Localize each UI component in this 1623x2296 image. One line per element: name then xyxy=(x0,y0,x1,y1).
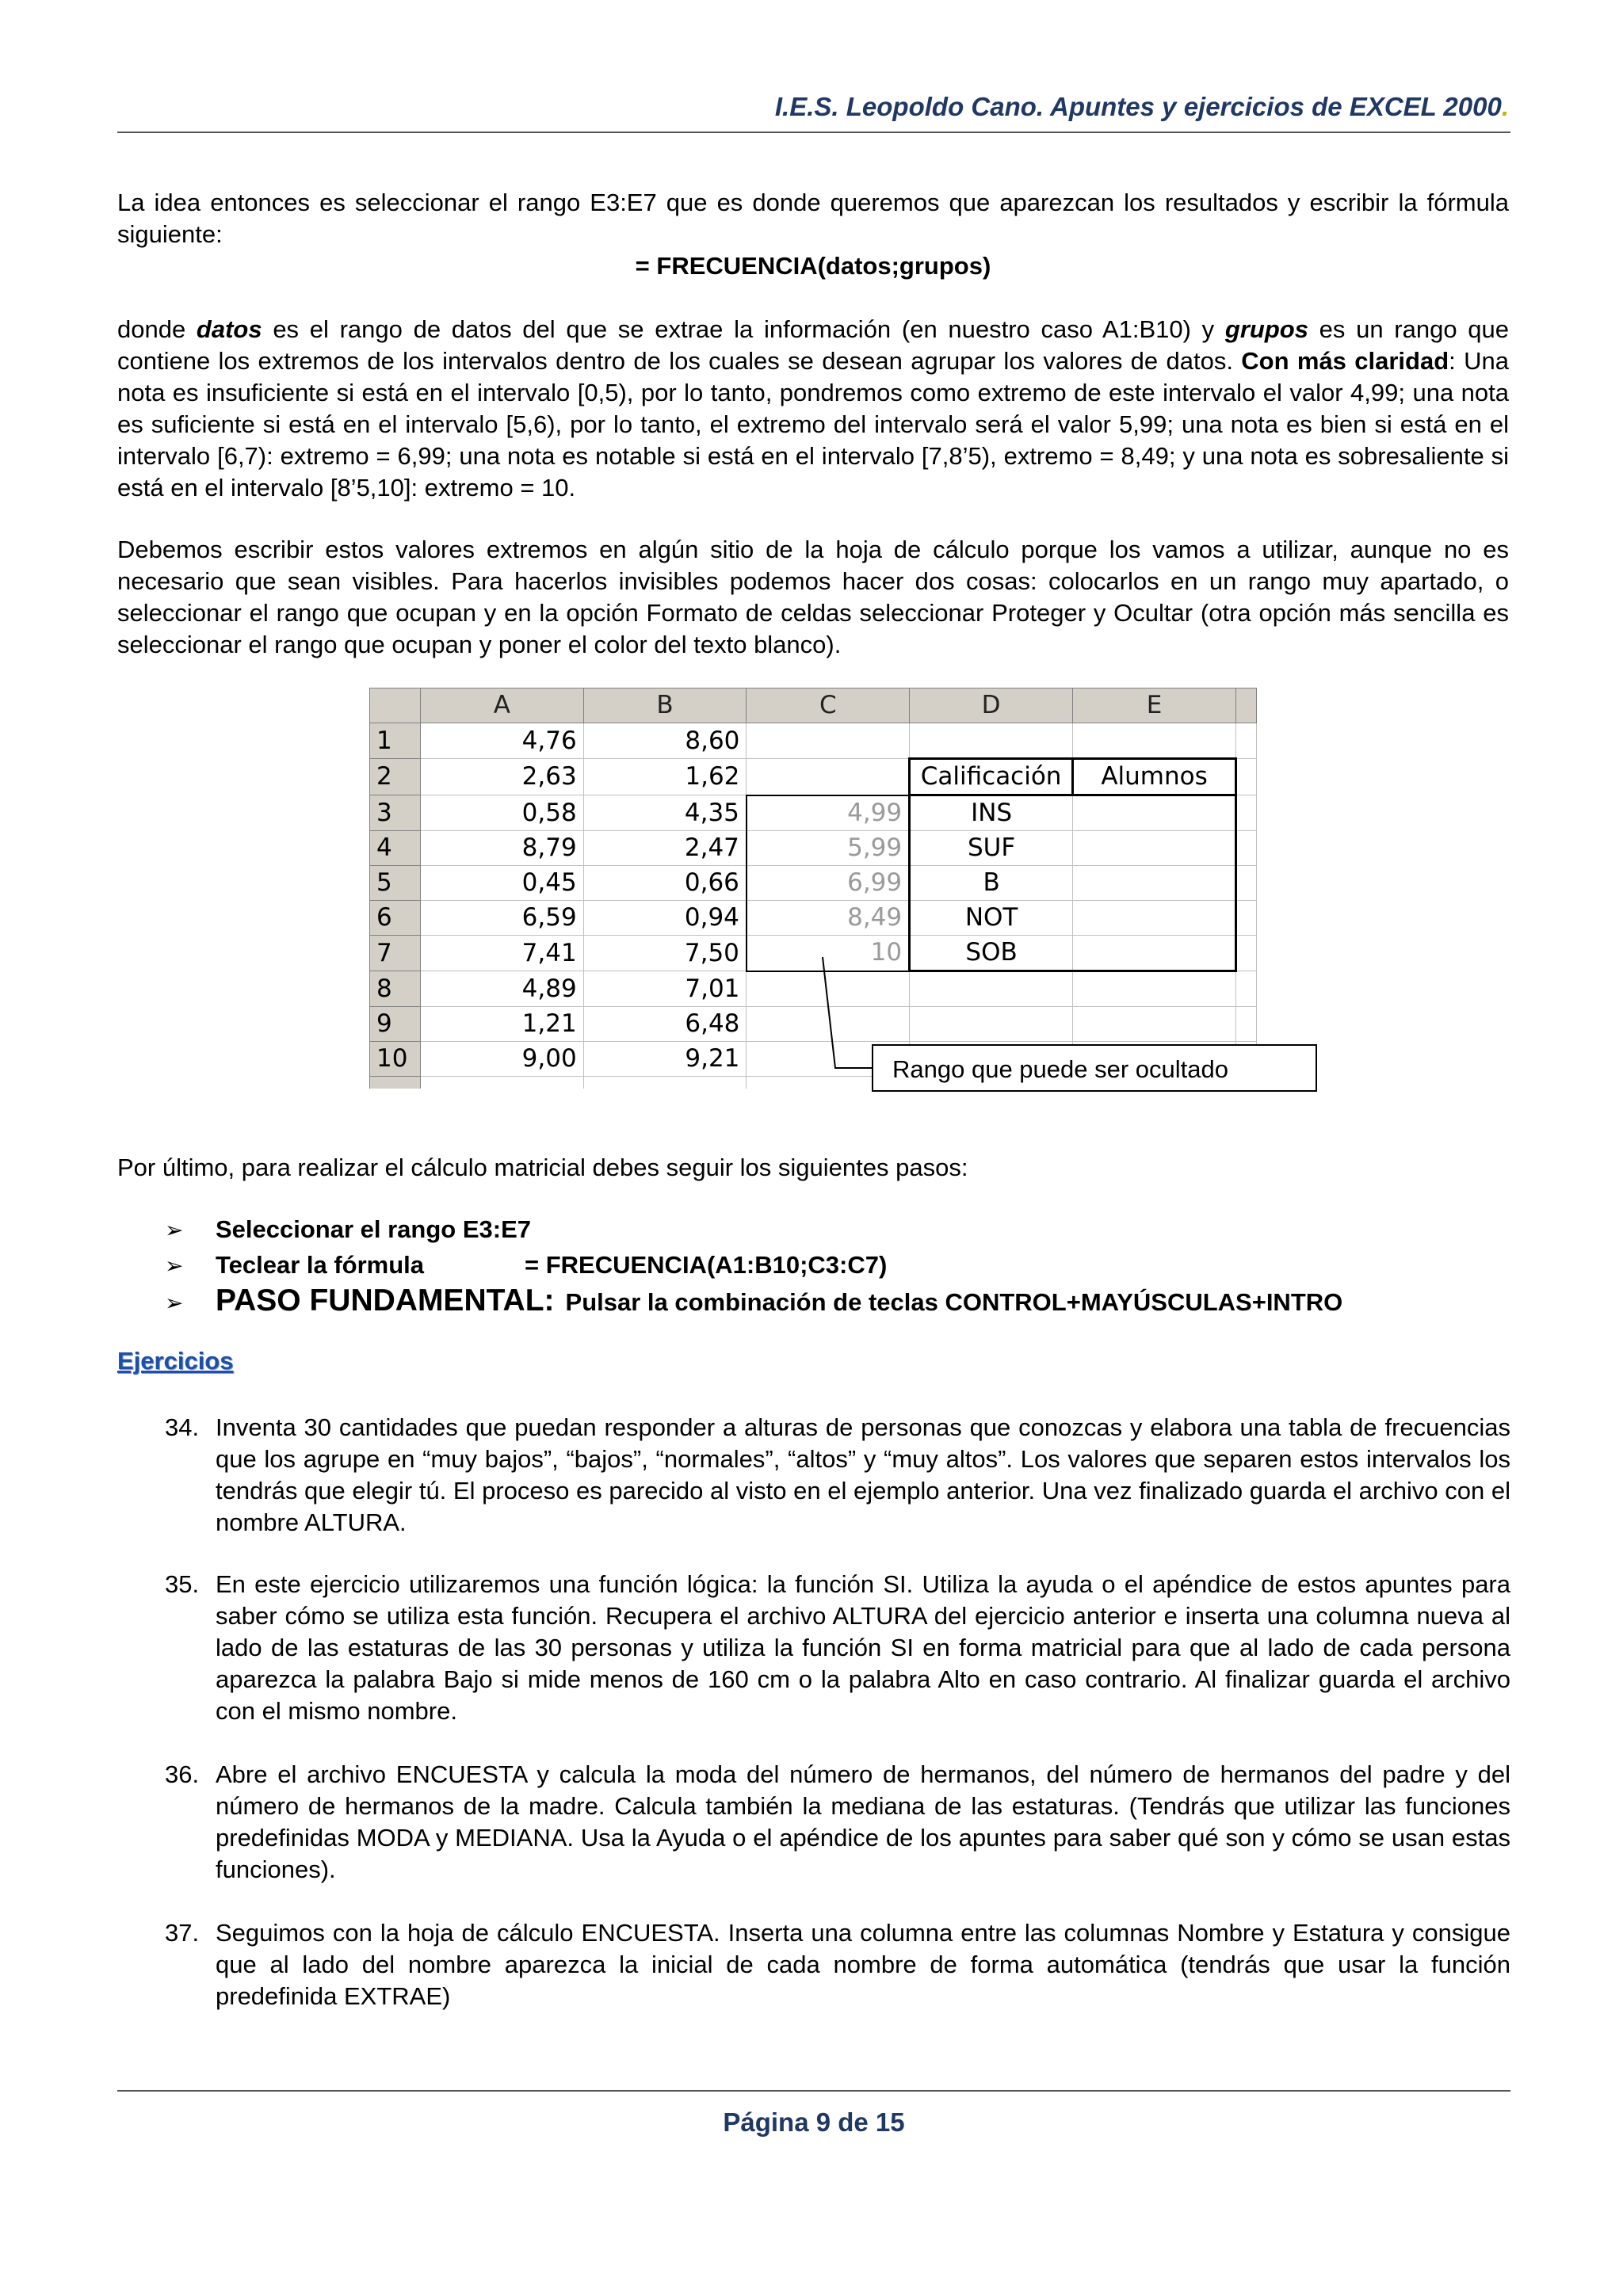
sheet-row: 2 2,63 1,62 Calificación Alumnos xyxy=(370,759,1257,795)
term-grupos: grupos xyxy=(1224,315,1308,343)
explanation-paragraph: donde datos es el rango de datos del que se extrae la información (en nuestro caso A1:B10) y grupos es un rango que contiene los extremos de los intervalos dentro de los cuales se desean agrupar los valores de datos. Con más claridad: Una nota es insuficiente si está en el intervalo [0,5), por lo tanto, pondremos como extremo de este intervalo el valor 4,99; una nota es suficiente si está en el intervalo [5,6), por lo tanto, el extremo del intervalo será el valor 5,99; una nota es bien si está en el intervalo [6,7): extremo = 6,99; una nota es notable si está en el intervalo [7,8’5), extremo = 8,49; y una nota es sobresaliente si está en el intervalo [8’5,10]: extremo = 10. xyxy=(117,315,1509,502)
column-header: B xyxy=(583,688,747,723)
steps-intro: Por último, para realizar el cálculo matricial debes seguir los siguientes pasos: xyxy=(117,1154,968,1181)
column-header: D xyxy=(910,688,1073,723)
arrow-bullet-icon: ➢ xyxy=(165,1218,184,1242)
sheet-corner xyxy=(370,688,421,723)
exercise-item: 36. Abre el archivo ENCUESTA y calcula la moda del número de hermanos, del número de hermanos del padre y del número de hermanos de la madre. Calcula también la mediana de las estaturas. (Tendrás que utilizar las funciones predefinidas MODA y MEDIANA. Usa la Ayuda o el apéndice de los apuntes para saber qué son y cómo se usan estas funciones). xyxy=(165,1760,1510,1883)
step-item: ➢ PASO FUNDAMENTAL: Pulsar la combinación de teclas CONTROL+MAYÚSCULAS+INTRO xyxy=(165,1283,1512,1321)
sheet-row: 9 1,21 6,48 xyxy=(370,1007,1257,1042)
steps-list xyxy=(165,1212,1512,1321)
sheet-column-header-row xyxy=(370,688,1257,723)
header-rule xyxy=(117,132,1510,133)
sheet-row: 3 0,58 4,35 4,99 INS xyxy=(370,795,1257,831)
sheet-row: 5 0,45 0,66 6,99 B xyxy=(370,866,1257,901)
page-header-title: I.E.S. Leopoldo Cano. Apuntes y ejercicios de EXCEL 2000. xyxy=(774,92,1509,121)
sheet-row: 6 6,59 0,94 8,49 NOT xyxy=(370,901,1257,936)
sheet-row: 1 4,76 8,60 xyxy=(370,723,1257,759)
sheet-row: 8 4,89 7,01 xyxy=(370,971,1257,1007)
term-datos: datos xyxy=(196,315,262,343)
arrow-bullet-icon: ➢ xyxy=(165,1253,184,1278)
page-number: Página 9 de 15 xyxy=(723,2107,905,2137)
column-header: C xyxy=(747,688,910,723)
sheet-row: 10 9,00 9,21 xyxy=(370,1042,1257,1077)
formula-line: = FRECUENCIA(datos;grupos) xyxy=(635,252,991,280)
footer-rule xyxy=(117,2090,1510,2092)
section-link-ejercicios[interactable]: Ejercicios xyxy=(117,1347,234,1375)
column-header: E xyxy=(1073,688,1236,723)
arrow-bullet-icon: ➢ xyxy=(165,1291,184,1315)
spreadsheet-figure xyxy=(369,688,1257,1089)
sheet-row: 4 8,79 2,47 5,99 SUF xyxy=(370,831,1257,866)
hide-values-paragraph: Debemos escribir estos valores extremos en algún sitio de la hoja de cálculo porque los vamos a utilizar, aunque no es necesario que sean visibles. Para hacerlos invisibles podemos hacer dos cosas: colocarlos en un rango muy apartado, o seleccionar el rango que ocupan y en la opción Formato de celdas seleccionar Proteger y Ocultar (otra opción más sencilla es seleccionar el rango que ocupan y poner el color del texto blanco). xyxy=(117,536,1509,658)
exercise-item: 34. Inventa 30 cantidades que puedan responder a alturas de personas que conozcas y elabora una tabla de frecuencias que los agrupe en “muy bajos”, “bajos”, “normales”, “altos” y “muy altos”. Los valores que separen estos intervalos los tendrás que elegir tú. El proceso es parecido al visto en el ejemplo anterior. Una vez finalizado guarda el archivo con el nombre ALTURA. xyxy=(165,1413,1510,1536)
sheet-row: 7 7,41 7,50 10 SOB xyxy=(370,936,1257,971)
intro-paragraph: La idea entonces es seleccionar el rango E3:E7 que es donde queremos que aparezcan los resultados y escribir la fórmula siguiente: xyxy=(117,189,1509,248)
clarity-label: Con más claridad xyxy=(1241,347,1449,375)
exercise-item: 37. Seguimos con la hoja de cálculo ENCUESTA. Inserta una columna entre las columnas Nombre y Estatura y consigue que al lado del nombre aparezca la inicial de cada nombre de forma automática (tendrás que usar la función predefinida EXTRAE) xyxy=(165,1919,1510,2010)
callout-box: Rango que puede ser ocultado xyxy=(872,1044,1317,1092)
column-header: A xyxy=(420,688,583,723)
step-item: ➢ Seleccionar el rango E3:E7 xyxy=(165,1212,1512,1248)
step-item: ➢ Teclear la fórmula = FRECUENCIA(A1:B10;C3:C7) xyxy=(165,1248,1512,1283)
exercise-item: 35. En este ejercicio utilizaremos una función lógica: la función SI. Utiliza la ayuda o el apéndice de estos apuntes para saber cómo se utiliza esta función. Recupera el archivo ALTURA del ejercicio anterior e inserta una columna nueva al lado de las estaturas de las 30 personas y utiliza la función SI en forma matricial para que al lado de cada persona aparezca la palabra Bajo si mide menos de 160 cm o la palabra Alto en caso contrario. Al finalizar guarda el archivo con el mismo nombre. xyxy=(165,1570,1510,1725)
